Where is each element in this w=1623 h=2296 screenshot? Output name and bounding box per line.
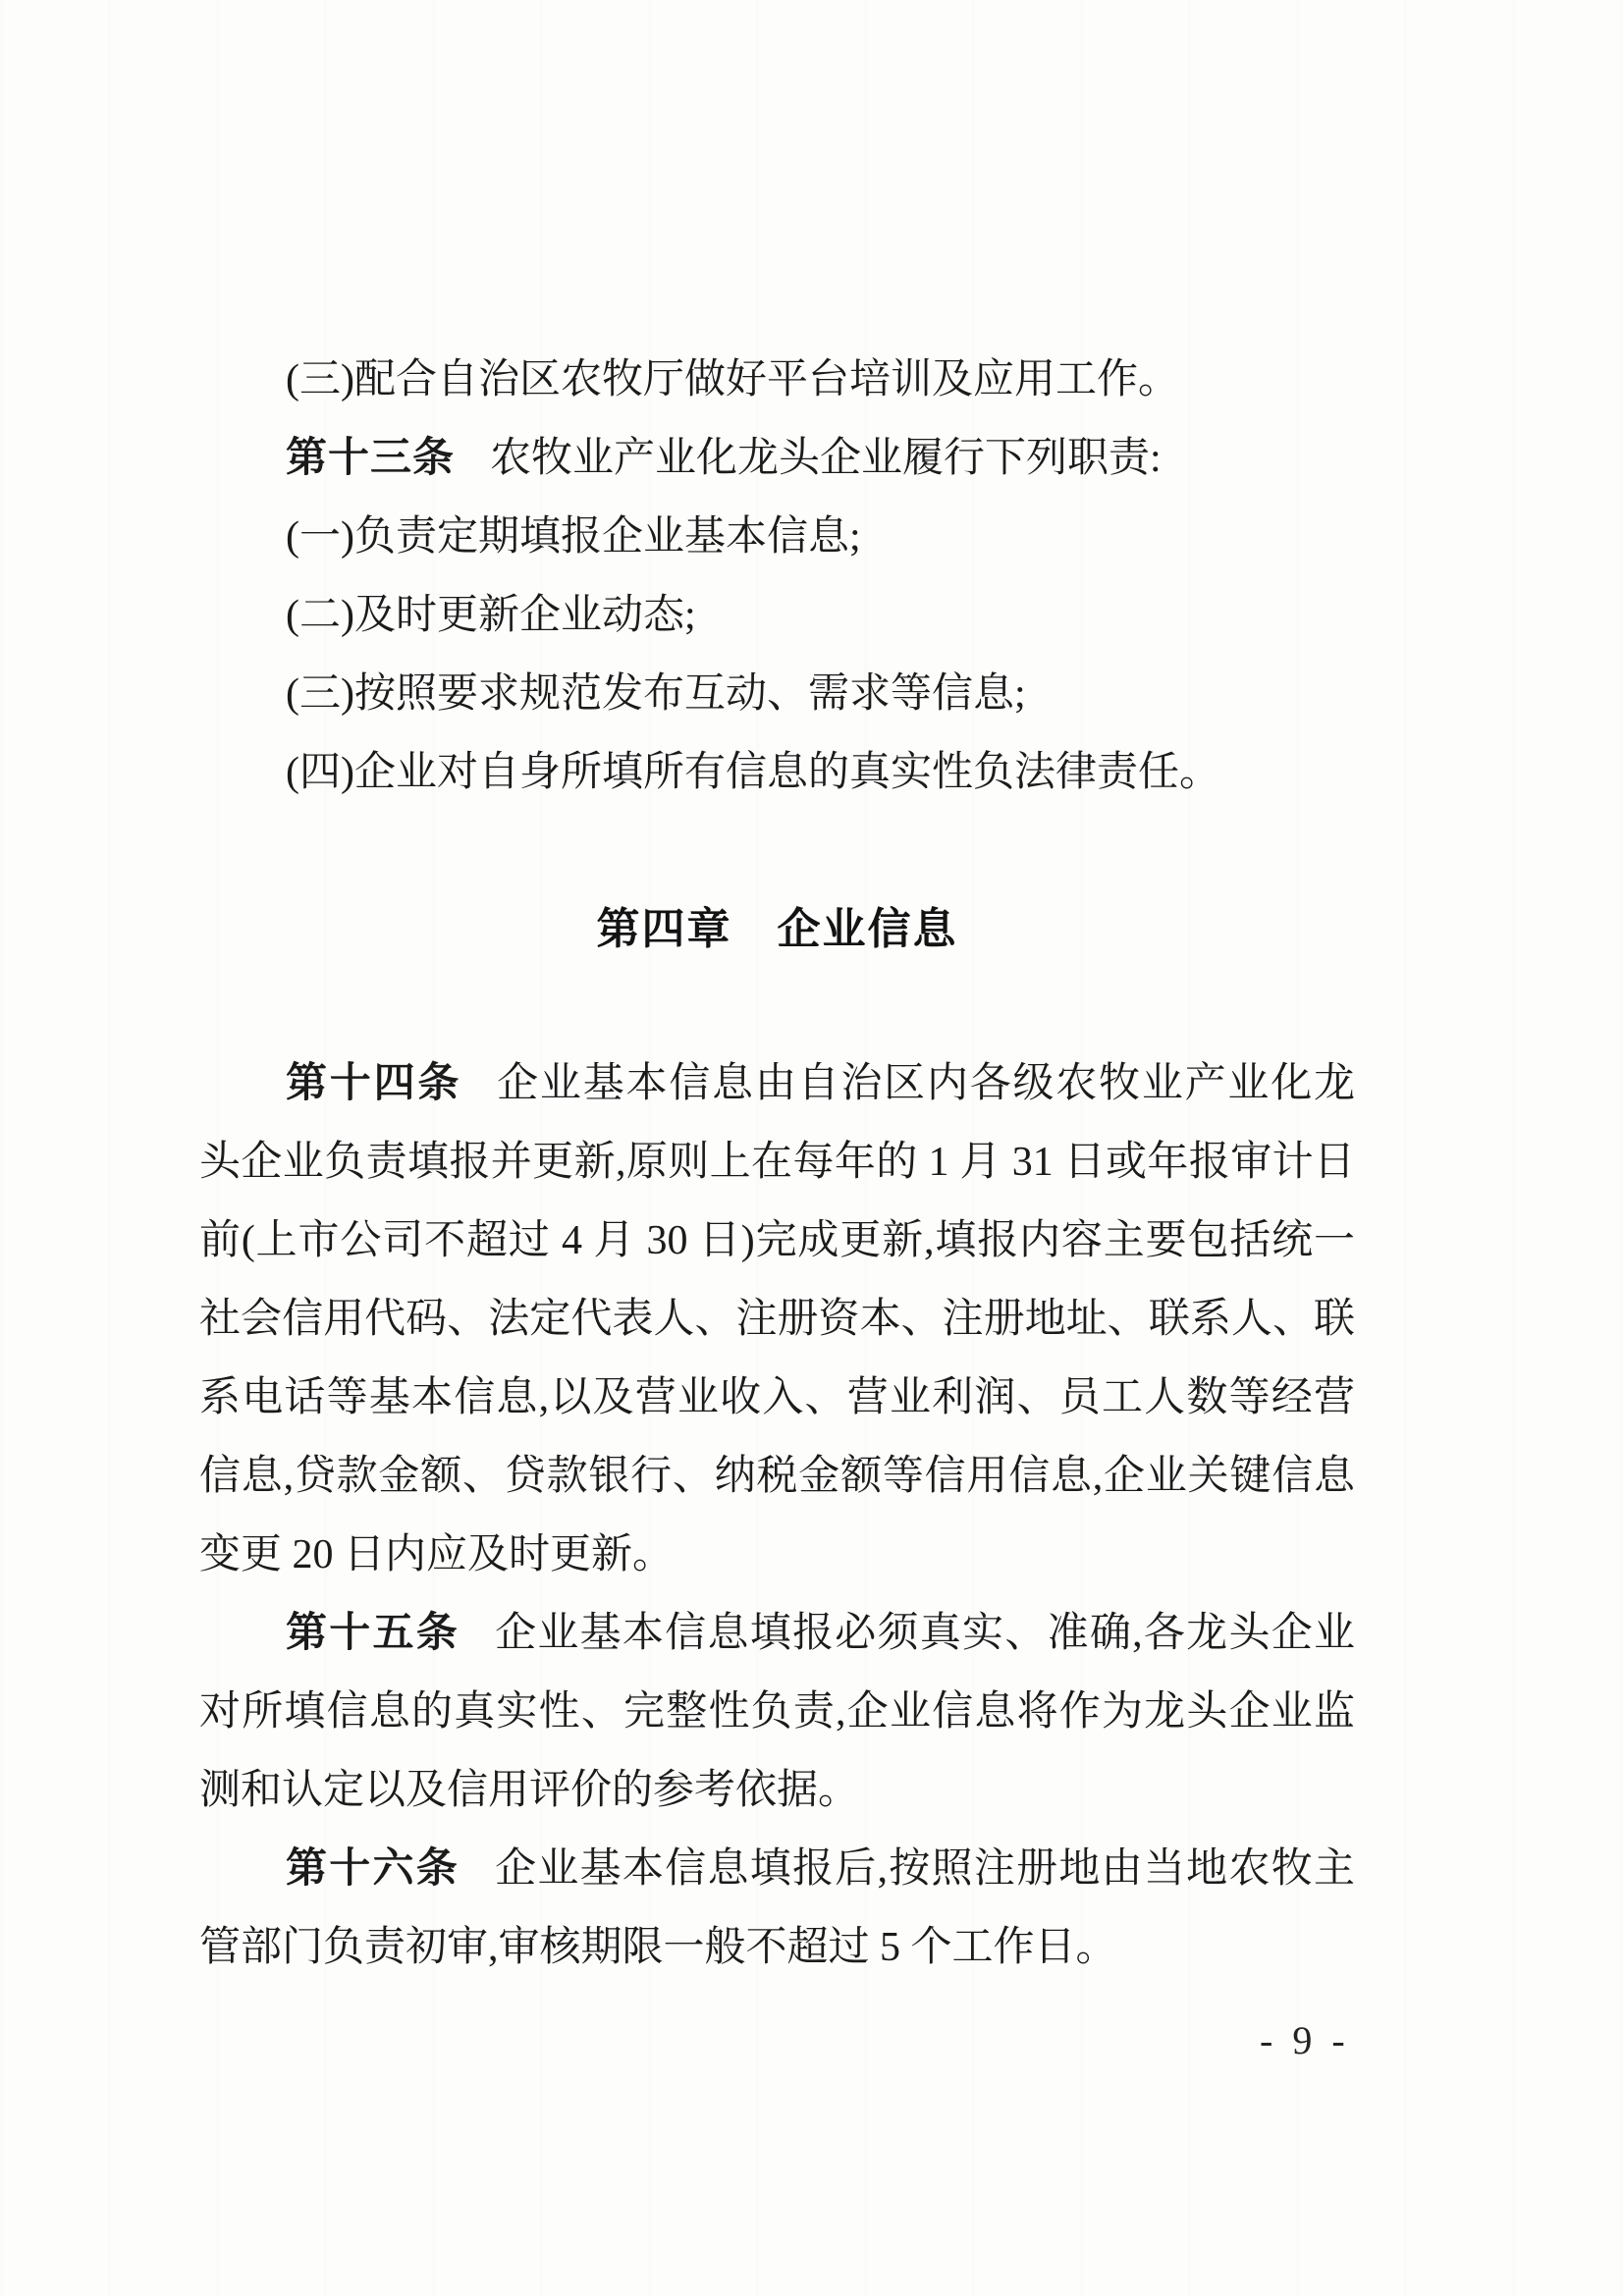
page-number: - 9 -	[1260, 2018, 1350, 2062]
article-15-number: 第十五条	[286, 1611, 460, 1656]
article-14-text: 企业基本信息由自治区内各级农牧业产业化龙头企业负责填报并更新,原则上在每年的 1 月 31 日或年报审计日前(上市公司不超过 4 月 30 日)完成更新,填报内容主要包括统一社会信用代码、法定代表人、注册资本、注册地址、联系人、联系电话等基本信息,以及营业收入、营业利润、员工人数等经营信息,贷款金额、贷款银行、纳税金额等信用信息,企业关键信息变更 20 日内应及时更新。	[199, 1061, 1355, 1577]
paragraph-duty-4: (四)企业对自身所填所有信息的真实性负法律责任。	[286, 750, 1220, 795]
paragraph-article-13	[199, 419, 1355, 498]
article-16-number: 第十六条	[286, 1846, 460, 1892]
article-14-number: 第十四条	[286, 1061, 462, 1106]
paragraph-article-15	[199, 1594, 1355, 1830]
paragraph-article-14	[199, 1044, 1355, 1594]
paragraph-article-16	[199, 1830, 1355, 1987]
article-16-text: 企业基本信息填报后,按照注册地由当地农牧主管部门负责初审,审核期限一般不超过 5 个工作日。	[199, 1846, 1355, 1970]
article-13-text: 农牧业产业化龙头企业履行下列职责:	[490, 436, 1162, 481]
document-content	[199, 341, 1355, 1987]
article-13-number: 第十三条	[286, 436, 456, 481]
chapter-4-heading: 第四章 企业信息	[596, 905, 958, 953]
paragraph-duty-1: (一)负责定期填报企业基本信息;	[286, 514, 861, 560]
article-15-text: 企业基本信息填报必须真实、准确,各龙头企业对所填信息的真实性、完整性负责,企业信息将作为龙头企业监测和认定以及信用评价的参考依据。	[199, 1611, 1355, 1813]
paragraph-clause-3: (三)配合自治区农牧厅做好平台培训及应用工作。	[286, 357, 1179, 402]
paragraph-duty-3: (三)按照要求规范发布互动、需求等信息;	[286, 671, 1026, 717]
paragraph-duty-2: (二)及时更新企业动态;	[286, 593, 696, 638]
